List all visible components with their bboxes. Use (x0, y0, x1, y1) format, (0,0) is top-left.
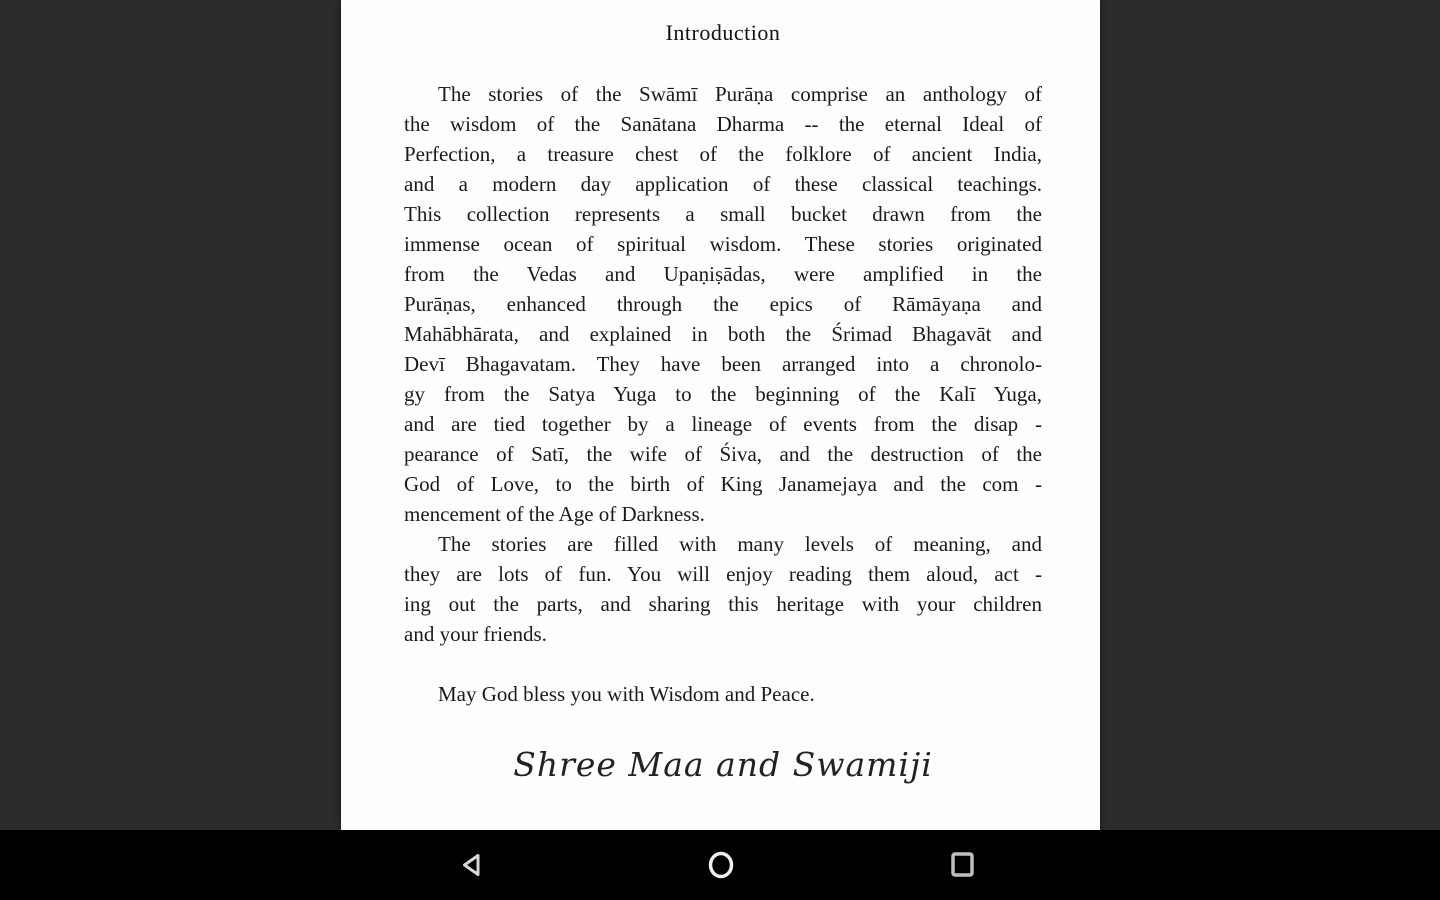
text-line: God of Love, to the birth of King Janamejaya and the com - (404, 472, 1042, 496)
text-line: and your friends. (404, 622, 547, 646)
android-navigation-bar (0, 830, 1440, 900)
text-line: they are lots of fun. You will enjoy reading them aloud, act - (404, 562, 1042, 586)
back-icon (457, 850, 487, 880)
text-line: Devī Bhagavatam. They have been arranged into a chronolo- (404, 352, 1042, 376)
back-button[interactable] (448, 841, 496, 889)
text-line: This collection represents a small bucket drawn from the (404, 202, 1042, 226)
paragraph-1 (404, 79, 1042, 529)
paragraph-2 (404, 529, 1042, 649)
text-line: The stories of the Swāmī Purāṇa comprise an anthology of (438, 82, 1042, 106)
text-line: from the Vedas and Upaṇiṣādas, were amplified in the (404, 262, 1042, 286)
signature-text: Shree Maa and Swamiji (513, 745, 933, 784)
text-line: pearance of Satī, the wife of Śiva, and the destruction of the (404, 442, 1042, 466)
text-line: the wisdom of the Sanātana Dharma -- the eternal Ideal of (404, 112, 1042, 136)
text-line: mencement of the Age of Darkness. (404, 502, 705, 526)
text-line: Purāṇas, enhanced through the epics of Rāmāyaṇa and (404, 292, 1042, 316)
recents-button[interactable] (939, 841, 987, 889)
document-page[interactable] (341, 0, 1100, 830)
text-line: and a modern day application of these classical teachings. (404, 172, 1042, 196)
text-line: The stories are filled with many levels of meaning, and (438, 532, 1042, 556)
home-icon (706, 850, 736, 880)
text-line: ing out the parts, and sharing this heritage with your children (404, 592, 1042, 616)
recents-icon (948, 850, 978, 880)
blessing-text: May God bless you with Wisdom and Peace. (438, 682, 815, 706)
home-button[interactable] (697, 841, 745, 889)
text-line: immense ocean of spiritual wisdom. These stories originated (404, 232, 1042, 256)
text-line: and are tied together by a lineage of events from the disap - (404, 412, 1042, 436)
page-title: Introduction (665, 20, 781, 45)
text-line: Mahābhārata, and explained in both the Śrimad Bhagavāt and (404, 322, 1042, 346)
text-line: Perfection, a treasure chest of the folklore of ancient India, (404, 142, 1042, 166)
text-line: gy from the Satya Yuga to the beginning of the Kalī Yuga, (404, 382, 1042, 406)
